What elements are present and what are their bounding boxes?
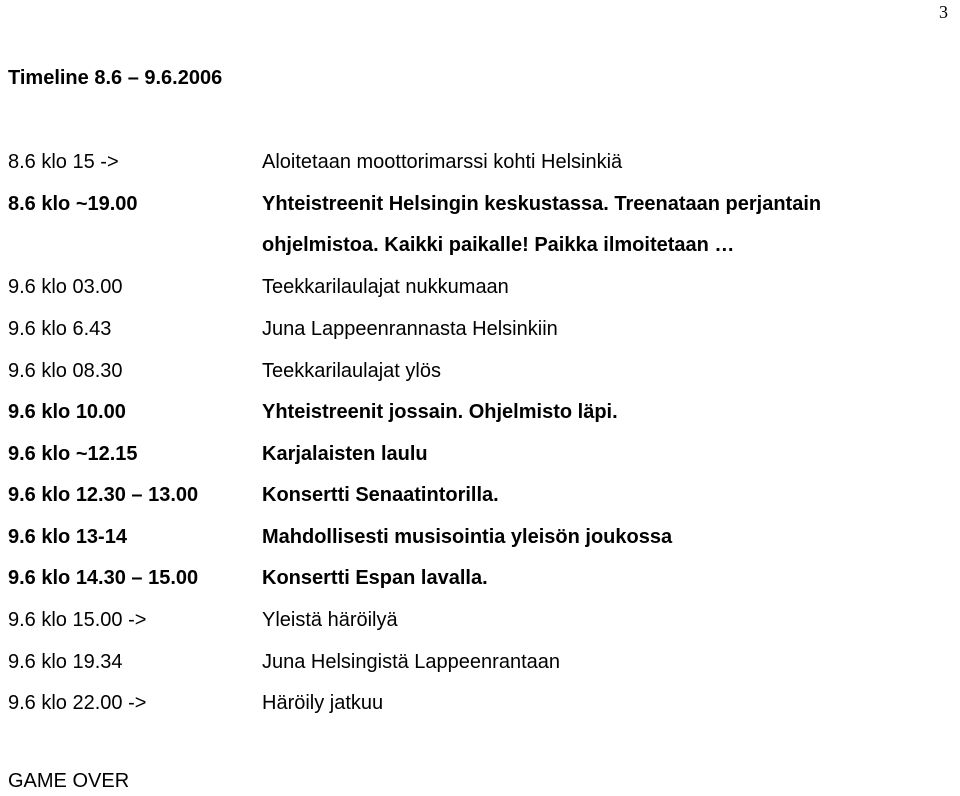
entry-time: 9.6 klo 12.30 – 13.00 — [8, 484, 199, 506]
entry-time: 9.6 klo 13-14 — [8, 526, 127, 548]
entry-description: Karjalaisten laulu — [262, 443, 428, 465]
entry-time: 9.6 klo 14.30 – 15.00 — [8, 567, 199, 589]
entry-description: Yhteistreenit Helsingin keskustassa. Treenataan perjantain — [262, 193, 822, 215]
entry-description: ohjelmistoa. Kaikki paikalle! Paikka ilmoitetaan … — [262, 234, 735, 256]
entry-description: Konsertti Senaatintorilla. — [262, 484, 499, 506]
entry-description: Juna Lappeenrannasta Helsinkiin — [262, 318, 558, 340]
entry-description: Yleistä häröilyä — [262, 609, 398, 631]
entry-time: 9.6 klo 19.34 — [8, 651, 123, 673]
entry-time: 9.6 klo 22.00 -> — [8, 692, 147, 714]
entry-description: Mahdollisesti musisointia yleisön joukossa — [262, 526, 673, 548]
entry-description: Juna Helsingistä Lappeenrantaan — [262, 651, 560, 673]
entry-time: 9.6 klo ~12.15 — [8, 443, 138, 465]
entry-description: Teekkarilaulajat ylös — [262, 360, 441, 382]
entry-description: Yhteistreenit jossain. Ohjelmisto läpi. — [262, 401, 618, 423]
entry-time: 9.6 klo 10.00 — [8, 401, 126, 423]
entry-description: Häröily jatkuu — [262, 692, 384, 714]
entry-description: Konsertti Espan lavalla. — [262, 567, 488, 589]
entry-time: 9.6 klo 03.00 — [8, 276, 123, 298]
entry-time: 9.6 klo 08.30 — [8, 360, 123, 382]
entry-time: 9.6 klo 15.00 -> — [8, 609, 147, 631]
page-title: Timeline 8.6 – 9.6.2006 — [8, 67, 223, 89]
entry-time: 9.6 klo 6.43 — [8, 318, 112, 340]
entry-description: Aloitetaan moottorimarssi kohti Helsinkiä — [262, 151, 623, 173]
page-number: 3 — [939, 2, 948, 22]
entry-time: 8.6 klo 15 -> — [8, 151, 119, 173]
entry-description: Teekkarilaulajat nukkumaan — [262, 276, 509, 298]
entry-time: 8.6 klo ~19.00 — [8, 193, 138, 215]
footer-text: GAME OVER — [8, 770, 130, 792]
